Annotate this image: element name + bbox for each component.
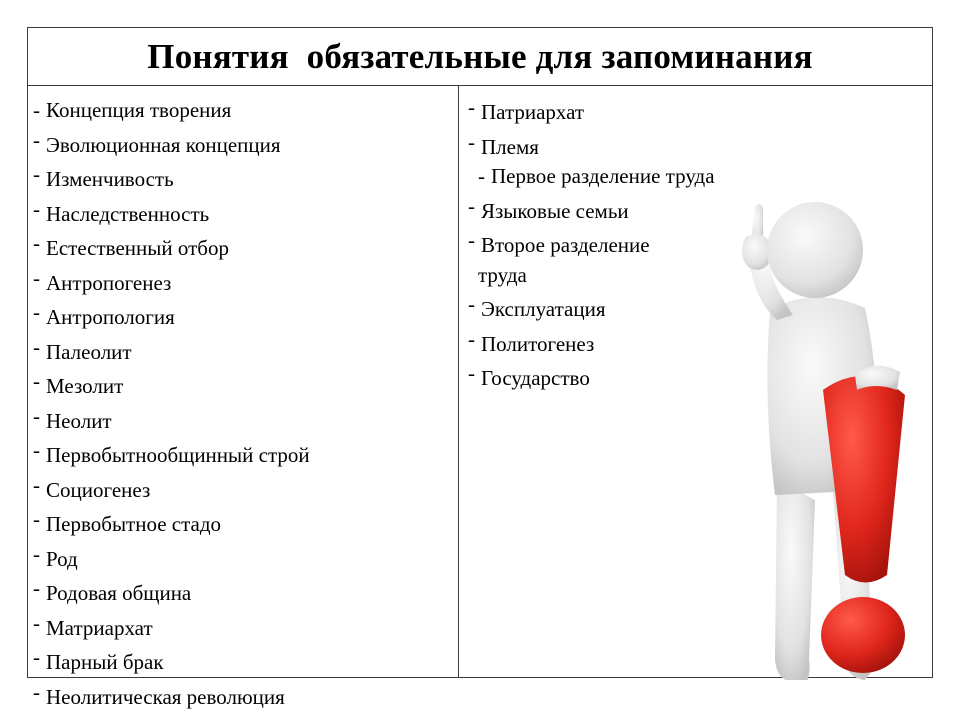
list-item: - Мезолит <box>33 369 124 398</box>
list-item: - Второе разделение <box>468 228 650 257</box>
slide-title: Понятия обязательные для запоминания <box>147 36 813 76</box>
list-item-continuation: труда <box>478 262 527 287</box>
list-item: - Наследственность <box>33 196 210 226</box>
list-item: - Первобытное стадо <box>33 507 222 536</box>
list-item: - Политогенез <box>468 326 595 356</box>
list-item: - Родовая община <box>33 576 192 605</box>
list-item: - Парный брак <box>33 645 164 674</box>
right-concepts-list <box>468 93 715 394</box>
list-item: - Патриархат <box>468 95 585 124</box>
list-item: - Племя <box>468 129 539 159</box>
list-item: - Изменчивость <box>33 162 174 191</box>
list-item: - Языковые семьи <box>468 193 629 223</box>
list-item: - Государство <box>468 361 590 390</box>
list-item: - Первое разделение труда <box>478 164 715 188</box>
list-item: - Матриархат <box>33 610 153 640</box>
list-item: - Эволюционная концепция <box>33 127 281 157</box>
left-concepts-list <box>33 96 310 712</box>
list-item: - Антропология <box>33 300 175 329</box>
title-row <box>28 28 932 86</box>
column-divider <box>458 86 459 678</box>
list-item: - Эксплуатация <box>468 292 606 321</box>
list-item: - Неолит <box>33 403 112 433</box>
list-item: - Концепция творения <box>33 98 232 122</box>
list-item: - Антропогенез <box>33 265 172 295</box>
list-item: - Первобытнообщинный строй <box>33 438 310 467</box>
list-item: - Естественный отбор <box>33 231 229 260</box>
list-item: - Палеолит <box>33 334 132 364</box>
list-item: - Социогенез <box>33 472 151 502</box>
list-item: - Неолитическая революция <box>33 679 285 709</box>
person-with-exclamation-icon <box>715 190 935 695</box>
list-item: - Род <box>33 541 78 571</box>
